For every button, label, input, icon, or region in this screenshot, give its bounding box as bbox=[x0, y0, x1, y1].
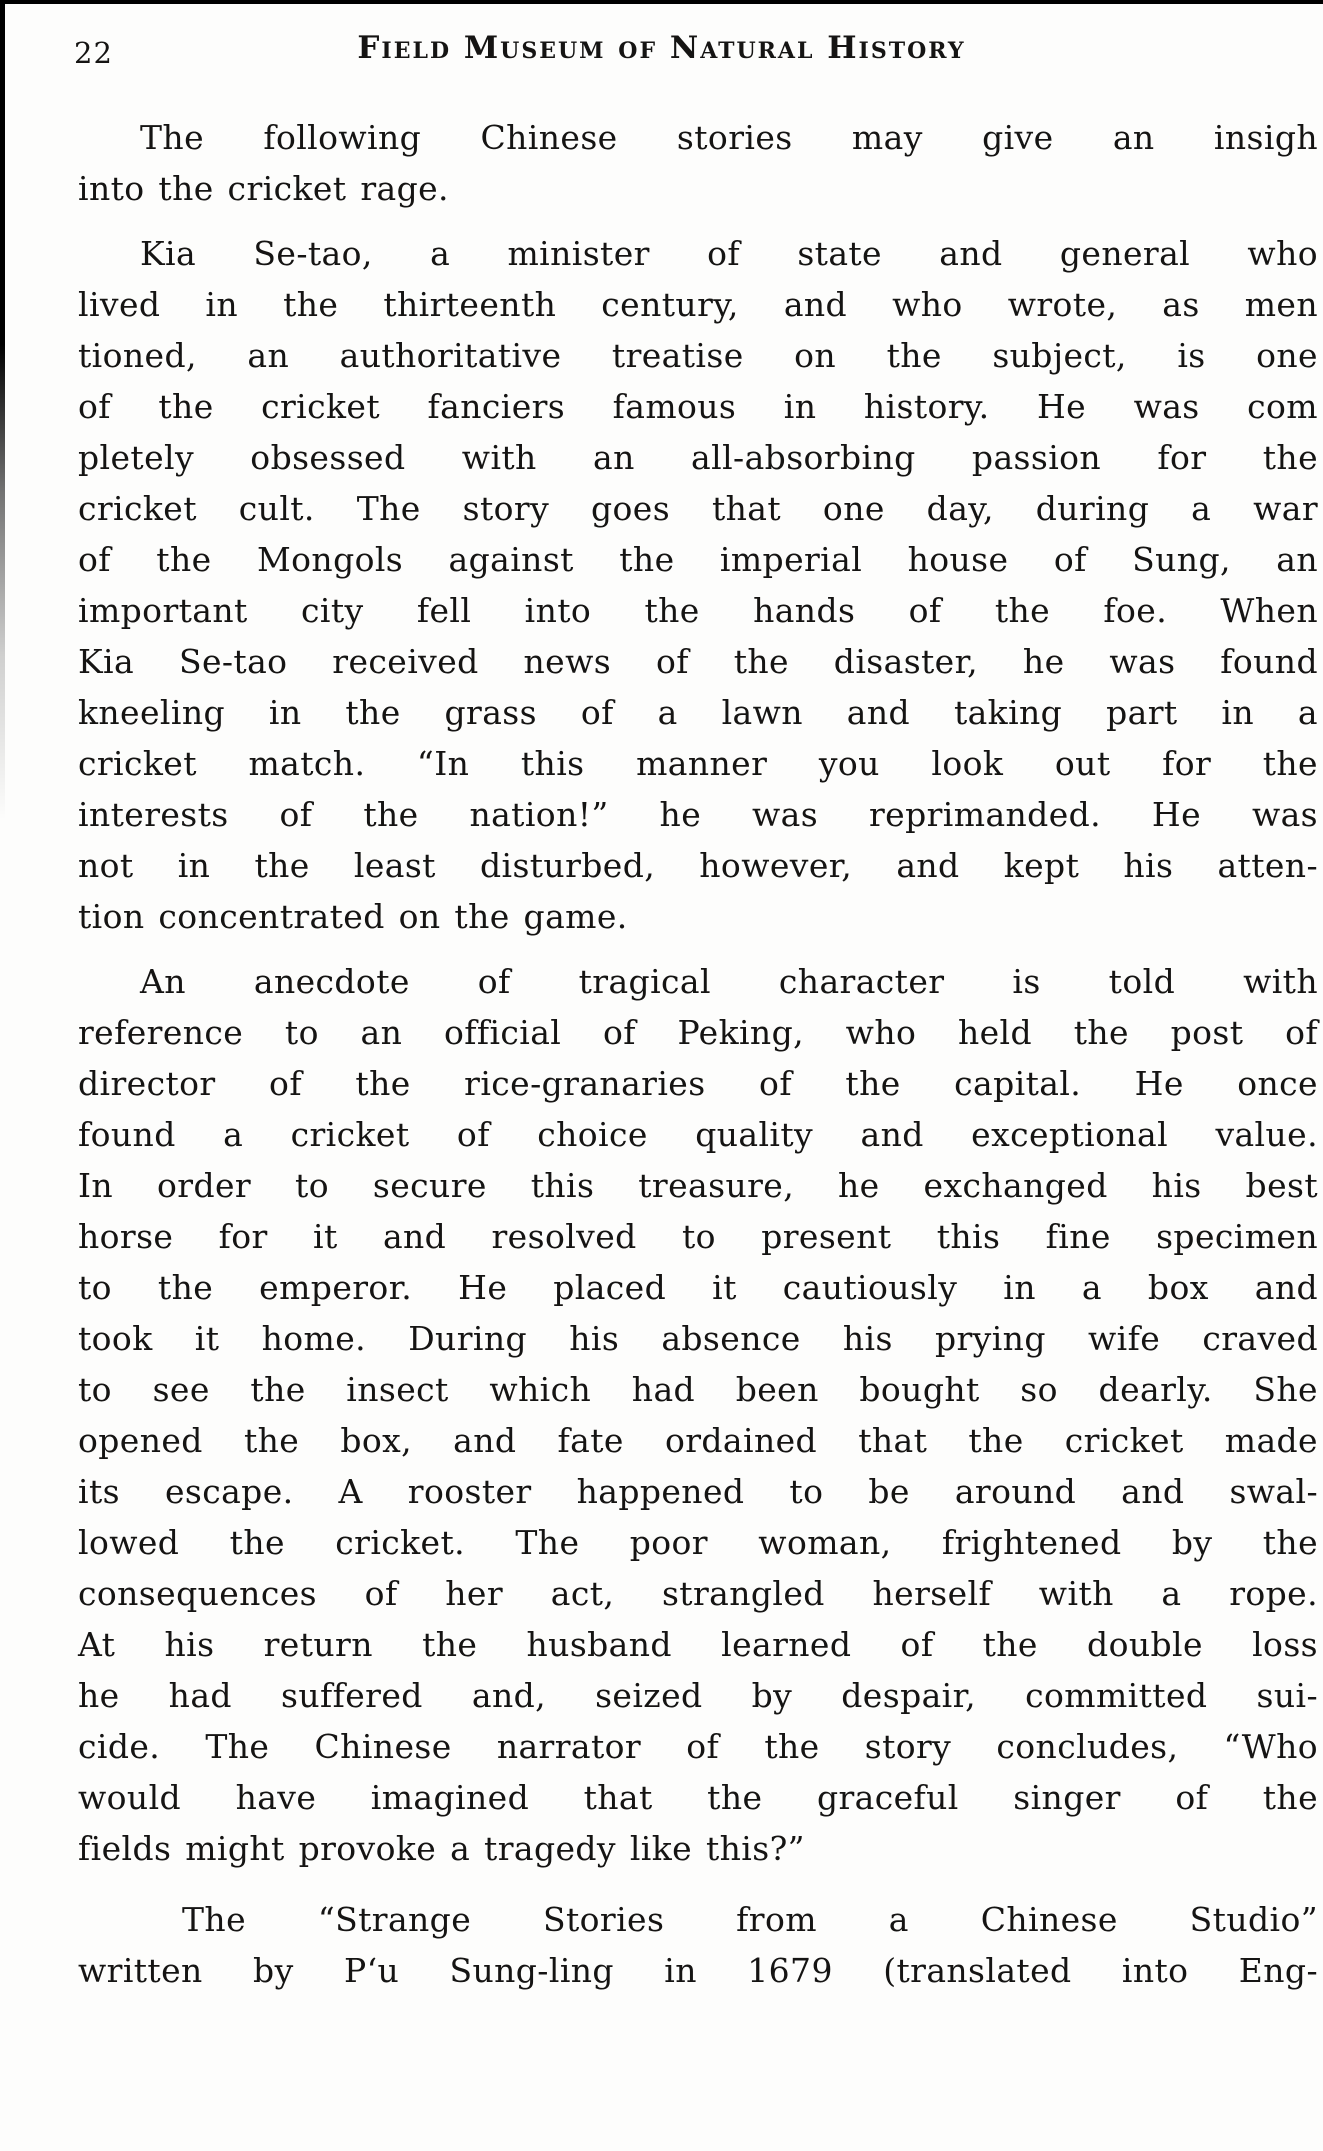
text-line: of the cricket fanciers famous in history. He was com bbox=[78, 387, 1318, 426]
page-body-text bbox=[78, 112, 1318, 1996]
running-header-title: Field Museum of Natural History bbox=[357, 30, 966, 66]
paragraph-intro bbox=[78, 112, 1318, 214]
scan-top-rule bbox=[0, 0, 1323, 4]
text-line: director of the rice-granaries of the capital. He once bbox=[78, 1064, 1318, 1103]
text-line: At his return the husband learned of the double loss bbox=[78, 1625, 1318, 1664]
text-line: interests of the nation!” he was reprimanded. He was bbox=[78, 795, 1318, 834]
scan-left-rule bbox=[0, 0, 5, 820]
text-line: important city fell into the hands of the foe. When bbox=[78, 591, 1318, 630]
page-header bbox=[0, 30, 1323, 76]
text-line: Kia Se-tao received news of the disaster, he was found bbox=[78, 642, 1318, 681]
text-line: In order to secure this treasure, he exchanged his best bbox=[78, 1166, 1318, 1205]
text-line: its escape. A rooster happened to be around and swal- bbox=[78, 1472, 1318, 1511]
text-line: found a cricket of choice quality and exceptional value. bbox=[78, 1115, 1318, 1154]
text-line: written by P‘u Sung-ling in 1679 (translated into Eng- bbox=[78, 1951, 1318, 1990]
text-line: of the Mongols against the imperial house of Sung, an bbox=[78, 540, 1318, 579]
page-number: 22 bbox=[74, 36, 113, 70]
text-line: tion concentrated on the game. bbox=[78, 897, 628, 936]
text-line: cricket match. “In this manner you look out for the bbox=[78, 744, 1318, 783]
text-line: The “Strange Stories from a Chinese Studio” bbox=[182, 1900, 1318, 1939]
text-line: The following Chinese stories may give an insigh bbox=[140, 118, 1318, 157]
text-line: opened the box, and fate ordained that the cricket made bbox=[78, 1421, 1318, 1460]
text-line: into the cricket rage. bbox=[78, 169, 449, 208]
paragraph-strange-stories-intro bbox=[78, 1894, 1318, 1996]
text-line: fields might provoke a tragedy like this?” bbox=[78, 1829, 805, 1868]
text-line: to the emperor. He placed it cautiously in a box and bbox=[78, 1268, 1318, 1307]
text-line: lowed the cricket. The poor woman, frightened by the bbox=[78, 1523, 1318, 1562]
text-line: kneeling in the grass of a lawn and taking part in a bbox=[78, 693, 1318, 732]
paragraph-kia-se-tao-story bbox=[78, 228, 1318, 942]
paragraph-peking-official-anecdote bbox=[78, 956, 1318, 1874]
text-line: pletely obsessed with an all-absorbing passion for the bbox=[78, 438, 1318, 477]
text-line: reference to an official of Peking, who held the post of bbox=[78, 1013, 1318, 1052]
text-line: cide. The Chinese narrator of the story concludes, “Who bbox=[78, 1727, 1318, 1766]
text-line: Kia Se-tao, a minister of state and general who bbox=[140, 234, 1318, 273]
text-line: to see the insect which had been bought so dearly. She bbox=[78, 1370, 1318, 1409]
text-line: horse for it and resolved to present this fine specimen bbox=[78, 1217, 1318, 1256]
text-line: would have imagined that the graceful singer of the bbox=[78, 1778, 1318, 1817]
text-line: he had suffered and, seized by despair, committed sui- bbox=[78, 1676, 1318, 1715]
text-line: not in the least disturbed, however, and kept his atten- bbox=[78, 846, 1318, 885]
text-line: lived in the thirteenth century, and who wrote, as men bbox=[78, 285, 1318, 324]
text-line: took it home. During his absence his prying wife craved bbox=[78, 1319, 1318, 1358]
text-line: cricket cult. The story goes that one day, during a war bbox=[78, 489, 1318, 528]
text-line: consequences of her act, strangled herself with a rope. bbox=[78, 1574, 1318, 1613]
text-line: tioned, an authoritative treatise on the subject, is one bbox=[78, 336, 1318, 375]
text-line: An anecdote of tragical character is told with bbox=[140, 962, 1318, 1001]
